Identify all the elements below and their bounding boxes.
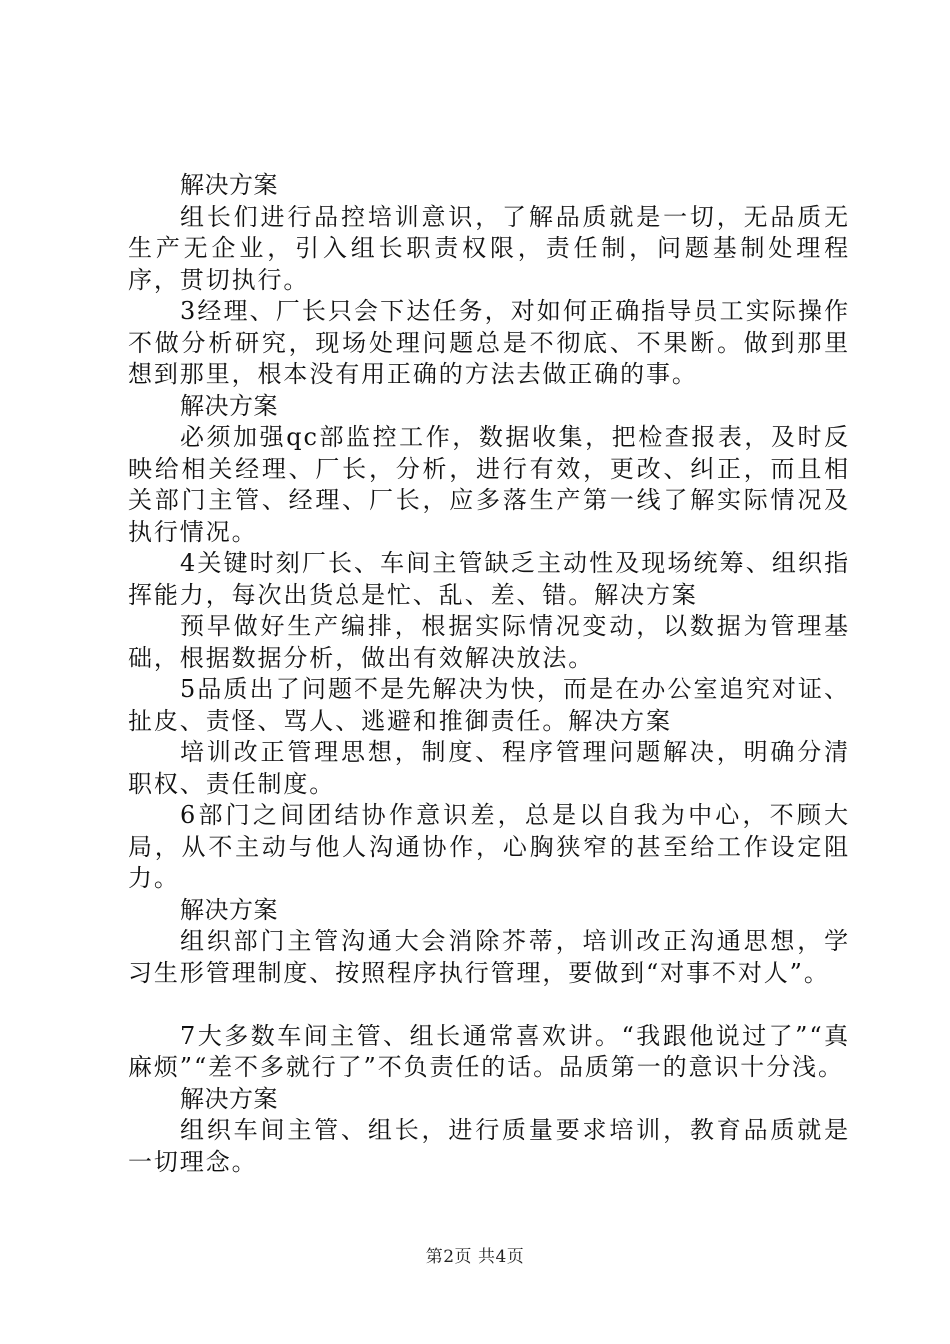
paragraph: 组织部门主管沟通大会消除芥蒂，培训改正沟通思想，学习生形管理制度、按照程序执行管理，要做到“对事不对人”。 bbox=[128, 927, 850, 987]
paragraph: 组织车间主管、组长，进行质量要求培训，教育品质就是一切理念。 bbox=[128, 1116, 850, 1176]
section-heading: 解决方案 bbox=[180, 391, 278, 420]
section-heading: 解决方案 bbox=[180, 1084, 278, 1113]
paragraph: 组长们进行品控培训意识，了解品质就是一切，无品质无生产无企业，引入组长职责权限，责任制，问题基制处理程序，贯切执行。 bbox=[128, 202, 850, 294]
paragraph: 培训改正管理思想，制度、程序管理问题解决，明确分清职权、责任制度。 bbox=[128, 738, 850, 798]
section-heading: 解决方案 bbox=[180, 171, 278, 199]
document-body bbox=[128, 170, 850, 1178]
paragraph-gap bbox=[128, 989, 850, 1021]
paragraph: 必须加强qc部监控工作，数据收集，把检查报表，及时反映给相关经理、厂长，分析，进行有效，更改、纠正，而且相关部门主管、经理、厂长，应多落生产第一线了解实际情况及执行情况。 bbox=[128, 423, 850, 546]
paragraph: 5品质出了问题不是先解决为快，而是在办公室追究对证、扯皮、责怪、骂人、逃避和推御责任。解决方案 bbox=[128, 675, 850, 735]
paragraph: 4关键时刻厂长、车间主管缺乏主动性及现场统筹、组织指挥能力，每次出货总是忙、乱、差、错。解决方案 bbox=[128, 549, 850, 609]
section-heading: 解决方案 bbox=[180, 895, 278, 924]
paragraph: 6部门之间团结协作意识差，总是以自我为中心，不顾大局，从不主动与他人沟通协作，心胸狭窄的甚至给工作设定阻力。 bbox=[128, 801, 850, 892]
paragraph: 3经理、厂长只会下达任务，对如何正确指导员工实际操作不做分析研究，现场处理问题总是不彻底、不果断。做到那里想到那里，根本没有用正确的方法去做正确的事。 bbox=[128, 297, 850, 388]
page-footer: 第2页 共4页 bbox=[425, 1247, 525, 1267]
paragraph: 预早做好生产编排，根据实际情况变动，以数据为管理基础，根据数据分析，做出有效解决放法。 bbox=[128, 612, 850, 672]
paragraph: 7大多数车间主管、组长通常喜欢讲。“我跟他说过了”“真麻烦”“差不多就行了”不负责任的话。品质第一的意识十分浅。 bbox=[128, 1021, 850, 1081]
